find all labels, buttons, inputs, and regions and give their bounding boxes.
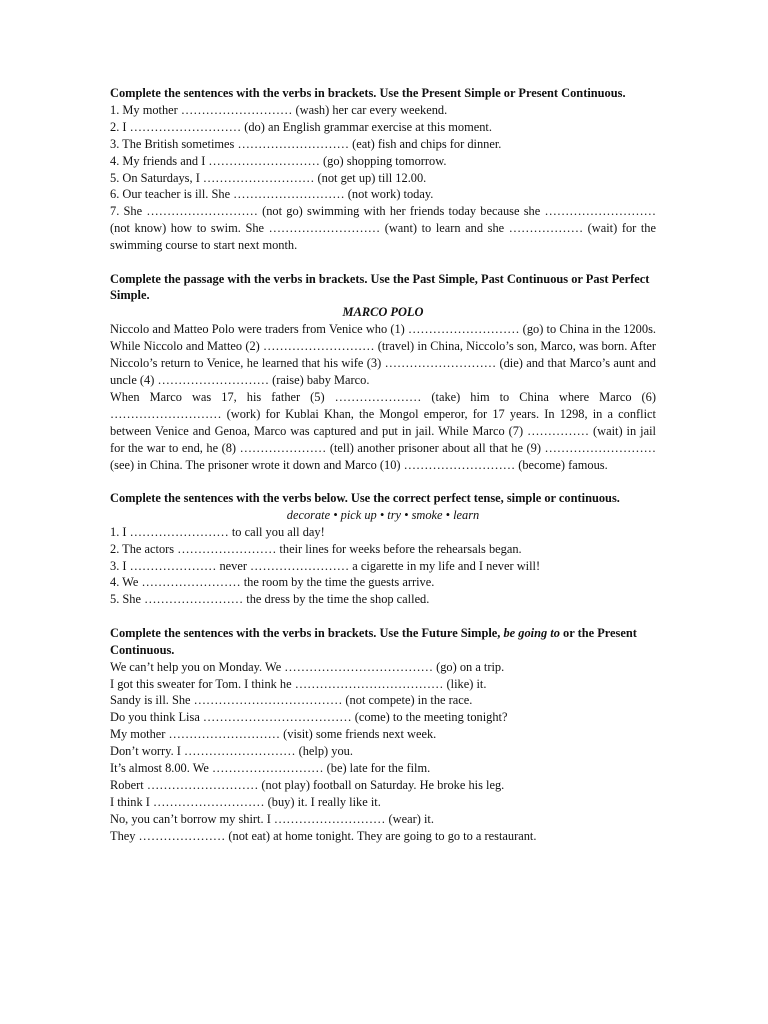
exercise-heading: Complete the sentences with the verbs in brackets. Use the Present Simple or Present Continuous. — [110, 86, 626, 100]
exercise-item: 4. My friends and I ……………………… (go) shopping tomorrow. — [110, 153, 447, 168]
heading-text: Complete the sentences with the verbs in brackets. Use the Future Simple, — [110, 625, 504, 640]
exercise-item: 2. The actors …………………… their lines for weeks before the rehearsals began. — [110, 541, 522, 556]
exercise-item: I think I ……………………… (buy) it. I really like it. — [110, 794, 381, 809]
exercise-item: 4. We …………………… the room by the time the guests arrive. — [110, 575, 435, 590]
heading-emphasis: be going to — [503, 625, 560, 640]
heading-text: or the Present Continuous. — [110, 625, 637, 657]
exercise-present-tenses — [110, 85, 656, 254]
exercise-heading: Complete the passage with the verbs in brackets. Use the Past Simple, Past Continuous or Past Perfect Simple. — [110, 271, 650, 303]
exercise-item: 6. Our teacher is ill. She ……………………… (not work) today. — [110, 187, 434, 202]
exercise-past-tenses — [110, 271, 656, 474]
passage-title: MARCO POLO — [342, 305, 424, 320]
exercise-item: 5. On Saturdays, I ……………………… (not get up) till 12.00. — [110, 170, 427, 185]
exercise-item: Don’t worry. I ……………………… (help) you. — [110, 744, 353, 759]
word-bank: decorate • pick up • try • smoke • learn — [286, 507, 480, 522]
exercise-item: 1. My mother ……………………… (wash) her car every weekend. — [110, 102, 448, 117]
exercise-future-forms — [110, 625, 656, 845]
passage-paragraph: When Marco was 17, his father (5) ………………… (take) him to China where Marco (6) ……………………… (work) for Kublai Khan, the Mongol emperor, for 17 years. In 1298, in a conflict between Venice and Genoa, Marco was captured and put in jail. While Marco (7) …………… (wait) in jail for the war to end, he (8) ………………… (tell) another prisoner about all that he (9) ……………………… (see) in China. The prisoner wrote it down and Marco (10) ……………………… (become) famous. — [110, 389, 656, 472]
exercise-item: 3. I ………………… never …………………… a cigarette in my life and I never will! — [110, 558, 541, 573]
exercise-item: I got this sweater for Tom. I think he ……………………………… (like) it. — [110, 676, 487, 691]
exercise-item: Do you think Lisa ……………………………… (come) to the meeting tonight? — [110, 710, 508, 725]
exercise-item: 2. I ……………………… (do) an English grammar exercise at this moment. — [110, 119, 492, 134]
exercise-item: They ………………… (not eat) at home tonight. They are going to go to a restaurant. — [110, 828, 537, 843]
exercise-item: Robert ……………………… (not play) football on Saturday. He broke his leg. — [110, 777, 505, 792]
exercise-item: 1. I …………………… to call you all day! — [110, 524, 325, 539]
exercise-item: We can’t help you on Monday. We ……………………………… (go) on a trip. — [110, 659, 505, 674]
exercise-item: 7. She ……………………… (not go) swimming with her friends today because she ……………………… (not know) how to swim. She ……………………… (want) to learn and she ……………… (wait) for the swimming course to start next month. — [110, 204, 656, 253]
exercise-perfect-tenses — [110, 490, 656, 608]
exercise-item: 3. The British sometimes ……………………… (eat) fish and chips for dinner. — [110, 136, 502, 151]
worksheet-content — [110, 85, 656, 845]
exercise-item: My mother ……………………… (visit) some friends next week. — [110, 727, 437, 742]
exercise-heading — [110, 625, 656, 659]
exercise-item: Sandy is ill. She ……………………………… (not compete) in the race. — [110, 693, 473, 708]
exercise-item: It’s almost 8.00. We ……………………… (be) late for the film. — [110, 761, 431, 776]
exercise-heading: Complete the sentences with the verbs below. Use the correct perfect tense, simple or continuous. — [110, 490, 620, 505]
exercise-item: No, you can’t borrow my shirt. I ……………………… (wear) it. — [110, 811, 434, 826]
exercise-item: 5. She …………………… the dress by the time the shop called. — [110, 592, 430, 607]
passage-paragraph: Niccolo and Matteo Polo were traders from Venice who (1) ……………………… (go) to China in the 1200s. While Niccolo and Matteo (2) ……………………… (travel) in China, Niccolo’s son, Marco, was born. After Niccolo’s return to Venice, he learned that his wife (3) ……………………… (die) and that Marco’s aunt and uncle (4) ……………………… (raise) baby Marco. — [110, 322, 656, 387]
